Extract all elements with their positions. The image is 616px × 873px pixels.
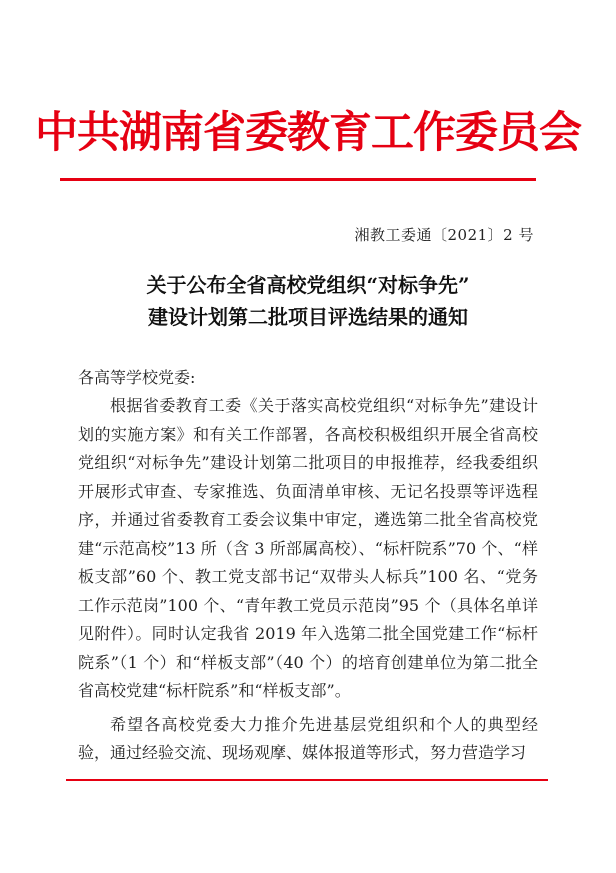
footer-red-rule [66,779,548,781]
document-body [78,392,538,773]
document-title-line1: 关于公布全省高校党组织“对标争先” [146,273,470,297]
body-paragraph: 希望各高校党委大力推介先进基层党组织和个人的典型经验，通过经验交流、现场观摩、媒体报道等形式，努力营造学习 [78,714,538,762]
masthead-org-name: 中共湖南省委教育工作委员会 [35,108,581,158]
document-title-line2: 建设计划第二批项目评选结果的通知 [148,305,468,329]
body-paragraph: 根据省委教育工委《关于落实高校党组织“对标争先”建设计划的实施方案》和有关工作部署，各高校积极组织开展全省高校党组织“对标争先”建设计划第二批项目的申报推荐，经我委组织开展形式审查、专家推选、负面清单审核、无记名投票等评选程序，并通过省委教育工委会议集中审定，遴选第二批全省高校党建“示范高校”13 所（含 3 所部属高校）、“标杆院系”70 个、“样板支部”60 个、教工党支部书记“双带头人标兵”100 名、“党务工作示范岗”100 个、“青年教工党员示范岗”95 个（具体名单详见附件）。同时认定我省 2019 年入选第二批全国党建工作“标杆院系”（1 个）和“样板支部”（40 个）的培育创建单位为第二批全省高校党建“标杆院系”和“样板支部”。 [78,396,538,700]
document-number: 湘教工委通〔2021〕2 号 [354,226,534,244]
masthead-red-rule [60,178,536,181]
salutation: 各高等学校党委: [78,368,196,387]
